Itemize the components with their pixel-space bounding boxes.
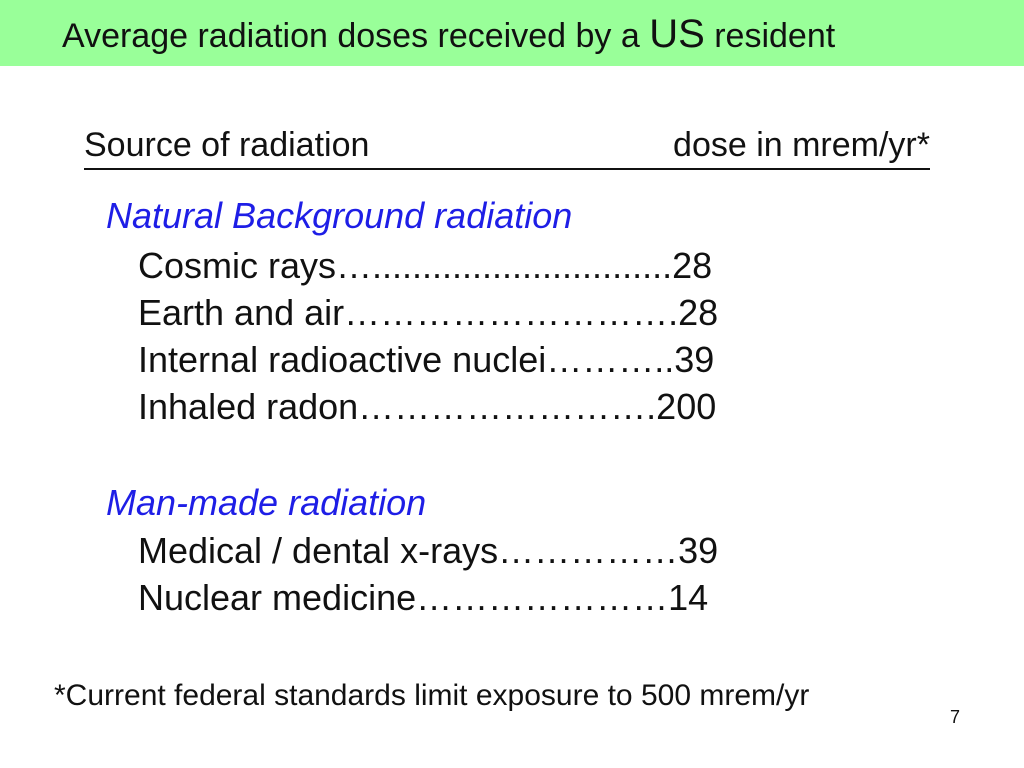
list-item-earth-and-air: Earth and air……………………….28 xyxy=(138,292,719,333)
slide-title-part1: Average radiation doses received by a xyxy=(62,17,650,55)
list-item-inhaled-radon: Inhaled radon…………………….200 xyxy=(138,386,717,427)
footnote: *Current federal standards limit exposure to 500 mrem/yr xyxy=(54,679,810,712)
section-title-man-made: Man-made radiation xyxy=(106,482,427,523)
slide-title-part2: resident xyxy=(704,17,836,55)
title-bar xyxy=(0,0,1024,66)
slide-title-emphasis: US xyxy=(649,12,705,56)
slide-title xyxy=(62,14,835,56)
list-item-internal-nuclei: Internal radioactive nuclei………..39 xyxy=(138,339,715,380)
header-dose-label: dose in mrem/yr* xyxy=(673,126,930,164)
page-number: 7 xyxy=(950,707,961,727)
header-source-label: Source of radiation xyxy=(84,126,370,164)
list-item-nuclear-medicine: Nuclear medicine…………………14 xyxy=(138,577,709,618)
list-item-medical-xrays: Medical / dental x-rays……………39 xyxy=(138,530,719,571)
section-title-natural: Natural Background radiation xyxy=(106,195,573,236)
list-item-cosmic-rays: Cosmic rays…..............................28 xyxy=(138,245,713,286)
table-header xyxy=(84,124,930,170)
